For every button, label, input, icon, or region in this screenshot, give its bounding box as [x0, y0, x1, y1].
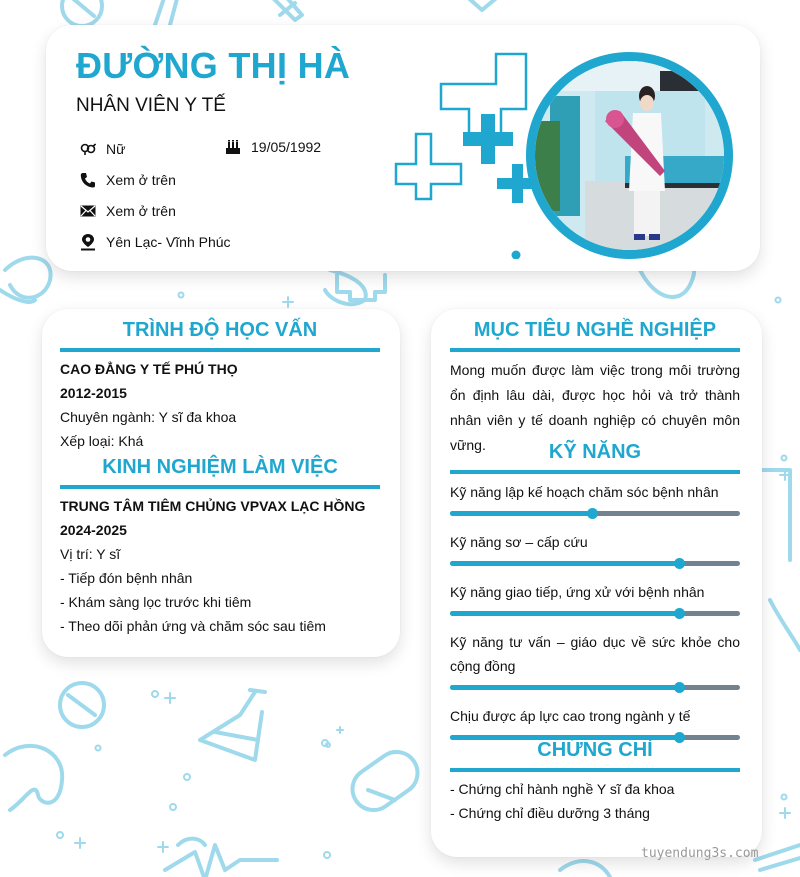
address-row [79, 233, 231, 251]
experience-position: Vị trí: Y sĩ [60, 546, 121, 562]
skill-bar-knob [674, 682, 685, 693]
profile-photo-illustration [535, 61, 724, 250]
education-major: Chuyên ngành: Y sĩ đa khoa [60, 409, 237, 425]
bottle-icon [755, 845, 800, 870]
experience-period: 2024-2025 [60, 522, 127, 538]
heart-icon [465, 0, 500, 10]
capsule-icon [270, 0, 302, 20]
skill-bar [450, 685, 740, 690]
education-school: CAO ĐẲNG Y TẾ PHÚ THỌ [60, 361, 238, 377]
pill-icon [62, 0, 102, 26]
education-grade: Xếp loại: Khá [60, 433, 144, 449]
experience-company: TRUNG TÂM TIÊM CHỦNG VPVAX LẠC HỒNG [60, 498, 366, 514]
candidate-name: ĐƯỜNG THỊ HÀ [76, 45, 351, 86]
skill-item [450, 630, 740, 690]
kidney-left-icon [5, 746, 62, 810]
certificates-section [450, 739, 740, 825]
phone-row [79, 171, 176, 189]
skill-label: Kỹ năng tư vấn – giáo dục về sức khỏe cho cộng đồng [450, 634, 740, 674]
profile-photo-frame [526, 52, 733, 259]
certificate-item: - Chứng chỉ điều dưỡng 3 tháng [450, 805, 650, 821]
round-icon-bottom [560, 861, 610, 877]
education-section [60, 319, 380, 453]
email-row [79, 202, 176, 220]
gender-value: Nữ [106, 141, 126, 157]
watermark-text: tuyendung3s.com [641, 846, 759, 861]
phone-icon [79, 171, 97, 189]
pill-right-icon [763, 470, 800, 650]
skill-label: Kỹ năng sơ – cấp cứu [450, 534, 588, 550]
experience-title: KINH NGHIỆM LÀM VIỆC [60, 456, 380, 489]
skill-label: Kỹ năng giao tiếp, ứng xử với bệnh nhân [450, 584, 705, 600]
skill-bar-knob [587, 508, 598, 519]
skill-bar [450, 511, 740, 516]
objective-text: Mong muốn được làm việc trong môi trường ổn định lâu dài, được học hỏi và trở thành nhân viên y tế doanh nghiệp có chuyên môn vững. [450, 362, 740, 453]
job-title: NHÂN VIÊN Y TẾ [76, 95, 226, 116]
skill-bar-knob [674, 608, 685, 619]
skill-item [450, 530, 740, 566]
skill-item [450, 704, 740, 740]
skill-label: Chịu được áp lực cao trong ngành y tế [450, 708, 691, 724]
experience-duty: - Theo dõi phản ứng và chăm sóc sau tiêm [60, 618, 326, 634]
experience-duty: - Khám sàng lọc trước khi tiêm [60, 594, 252, 610]
syringe-icon [155, 0, 178, 25]
skill-bar [450, 561, 740, 566]
birthday-cake-icon [224, 138, 242, 156]
phone-value: Xem ở trên [106, 172, 176, 188]
education-period: 2012-2015 [60, 385, 127, 401]
address-value: Yên Lạc- Vĩnh Phúc [106, 234, 231, 250]
objective-skills-card [431, 309, 762, 857]
objective-section [450, 319, 740, 458]
skill-bar-fill [450, 611, 679, 616]
skill-bar-fill [450, 685, 679, 690]
location-pin-icon [79, 233, 97, 251]
skill-bar [450, 611, 740, 616]
skill-label: Kỹ năng lập kế hoạch chăm sóc bệnh nhân [450, 484, 719, 500]
skill-item [450, 580, 740, 616]
birthday-row [224, 138, 321, 156]
profile-header-card [46, 25, 760, 271]
gender-row [79, 140, 125, 158]
skill-bar-fill [450, 511, 592, 516]
skills-section [450, 441, 740, 754]
birthday-value: 19/05/1992 [251, 139, 322, 155]
skill-bar-knob [674, 558, 685, 569]
profile-photo [535, 61, 724, 250]
education-title: TRÌNH ĐỘ HỌC VẤN [60, 319, 380, 352]
education-experience-card [42, 309, 400, 657]
tablet-icon [60, 683, 104, 727]
skills-title: KỸ NĂNG [450, 441, 740, 474]
skill-item [450, 480, 740, 516]
skills-list [450, 480, 740, 740]
certificates-title: CHỨNG CHỈ [450, 739, 740, 772]
stethoscope-icon [0, 258, 51, 302]
heartbeat-icon [165, 839, 277, 877]
envelope-icon [79, 202, 97, 220]
gender-icon [79, 140, 97, 158]
objective-title: MỤC TIÊU NGHỀ NGHIỆP [450, 319, 740, 352]
capsule-large-icon [344, 744, 425, 819]
certificate-item: - Chứng chỉ hành nghề Y sĩ đa khoa [450, 781, 675, 797]
experience-duty: - Tiếp đón bệnh nhân [60, 570, 193, 586]
email-value: Xem ở trên [106, 203, 176, 219]
experience-section [60, 456, 380, 638]
flask-icon [200, 690, 265, 760]
skill-bar-fill [450, 561, 679, 566]
